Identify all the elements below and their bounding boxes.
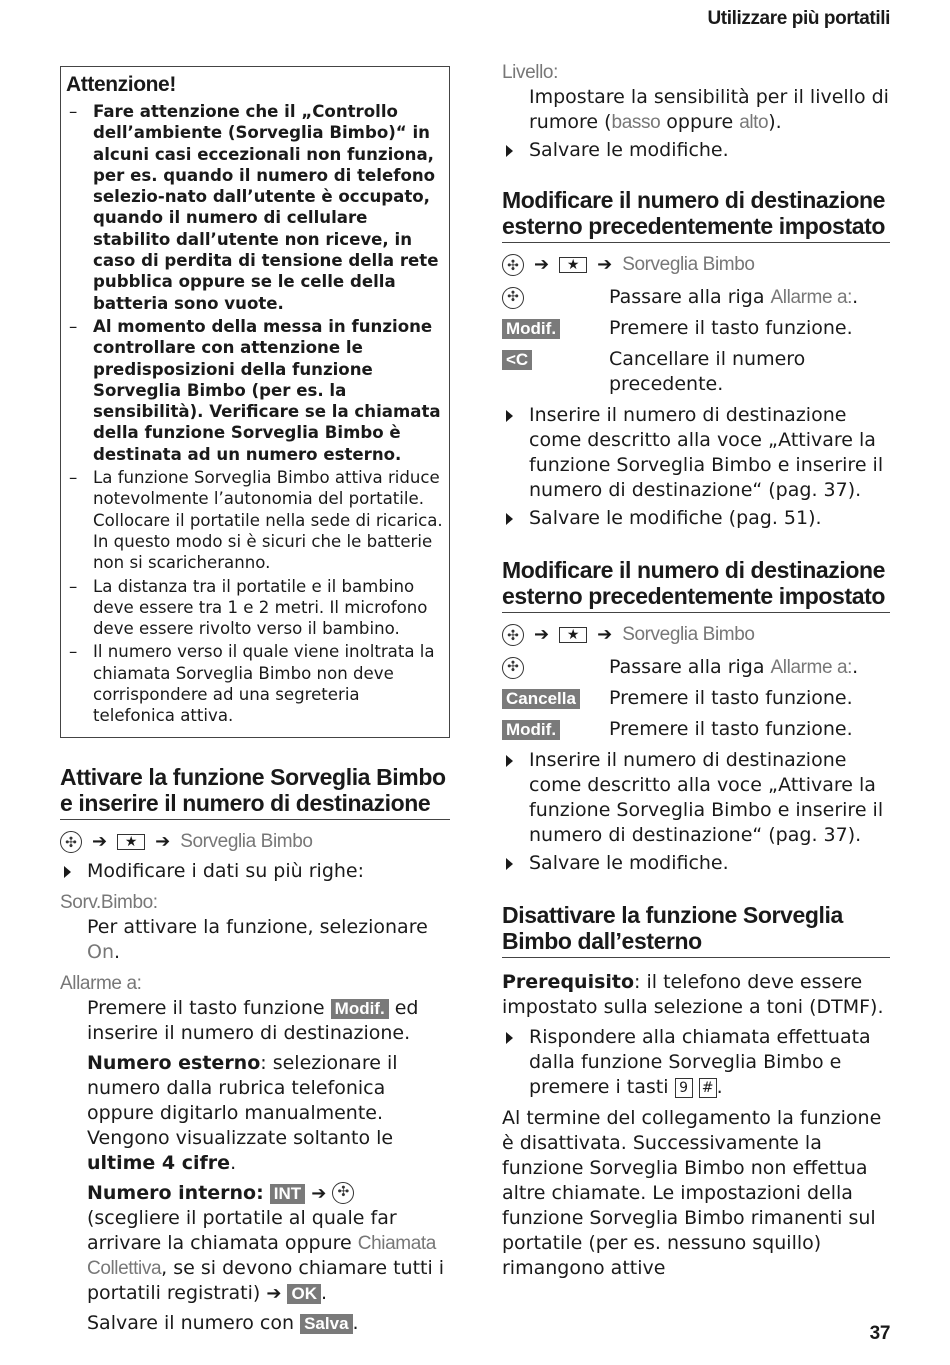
term-allarme: Allarme a: xyxy=(770,657,853,678)
text: : il telefono deve essere impostato sulla selezione a toni (DTMF). xyxy=(502,971,884,1018)
star-key-icon: ★ xyxy=(559,257,587,273)
arrow-icon: ➔ xyxy=(92,830,108,852)
arrow-icon: ➔ xyxy=(155,830,171,852)
paragraph: Al termine del collegamento la funzione è disattivata. Successivamente la funzione Sorveglia Bimbo non effettua altre chiamate. Le impostazioni della funzione Sorveglia Bimbo rimanenti sul portatile (per es. nessuno squillo) rimangono attive xyxy=(502,1107,882,1279)
step-text: Premere il tasto funzione. xyxy=(609,718,853,740)
nav-key-icon xyxy=(502,624,524,646)
internal-number-desc: Numero interno: INT ➔ ✣ (scegliere il portatile al quale far arrivare la chiamata oppure Chiamata Collettiva, se si devono chiamare tutti i portatili registrati) ➔ OK . xyxy=(60,1181,450,1306)
nav-key-icon xyxy=(502,254,524,276)
modify-section-2 xyxy=(502,557,890,876)
text: Impostare la sensibilità per il livello di rumore ( xyxy=(529,86,889,133)
prerequisite xyxy=(502,970,890,1020)
attention-item: – Fare attenzione che il „Controllo dell’ambiente (Sorveglia Bimbo)“ in alcuni casi eccezionali non funziona, per es. quando il numero di telefono selezio-nato dall’utente è occupato, quando il numero di cellulare stabilito dall’utente non riceve, in caso di perdita di tensione della rete pubblica oppure se le celle della batteria sono vuote. xyxy=(66,101,443,314)
text: Salvare il numero con xyxy=(87,1311,301,1334)
option-on: On xyxy=(87,940,114,963)
option-alto: alto xyxy=(739,112,769,133)
attention-box xyxy=(60,66,450,738)
softkey-modif: Modif. xyxy=(502,319,560,339)
text: oppure xyxy=(660,111,740,133)
attention-title: Attenzione! xyxy=(66,73,176,96)
option-basso: basso xyxy=(611,112,661,133)
text: Premere il tasto funzione xyxy=(87,996,331,1019)
bold-text: ultime 4 cifre xyxy=(87,1151,231,1174)
menu-item-label: Sorveglia Bimbo xyxy=(622,254,755,275)
softkey-modif: Modif. xyxy=(331,999,389,1019)
instruction-bullet: Inserire il numero di destinazione come descritto alla voce „Attivare la funzione Sorveglia Bimbo e inserire il numero di destinazione“ (pag. 37). xyxy=(502,748,890,848)
text: : selezionare il numero dalla rubrica telefonica oppure digitarlo manualmente. Vengono visualizzate soltanto le xyxy=(87,1051,398,1149)
bold-label: Prerequisito xyxy=(502,971,635,993)
nav-key-icon xyxy=(502,287,524,309)
left-column xyxy=(60,60,450,1336)
menu-path xyxy=(502,251,890,279)
section-heading: Disattivare la funzione Sorveglia Bimbo dall’esterno xyxy=(502,902,890,958)
running-header: Utilizzare più portatili xyxy=(707,8,890,29)
text: ed inserire il numero di destinazione. xyxy=(87,996,419,1044)
softkey-modif: Modif. xyxy=(502,720,560,740)
term-sorv: Sorv.Bimbo: xyxy=(60,891,158,913)
menu-item-label: Sorveglia Bimbo xyxy=(180,830,313,852)
save-desc xyxy=(60,1311,450,1336)
text: . xyxy=(716,1076,723,1098)
text: . xyxy=(230,1151,237,1174)
page-number: 37 xyxy=(869,1323,890,1344)
modify-section-1 xyxy=(502,187,890,531)
term-description xyxy=(60,996,450,1046)
section-heading: Attivare la funzione Sorveglia Bimbo e inserire il numero di destinazione xyxy=(60,764,450,820)
nav-key-icon xyxy=(60,831,82,853)
term-label: Livello xyxy=(502,62,554,83)
step-row xyxy=(502,717,890,742)
text: Passare alla riga xyxy=(609,286,771,308)
bold-label: Numero interno: xyxy=(87,1181,264,1204)
text: Rispondere alla chiamata effettuata dalla funzione Sorveglia Bimbo e premere i tasti xyxy=(529,1026,871,1098)
text: (scegliere il portatile al quale far arrivare la chiamata oppure xyxy=(87,1206,397,1254)
bold-label: Numero esterno xyxy=(87,1051,261,1074)
text: Passare alla riga xyxy=(609,656,771,678)
key-9-icon: 9 xyxy=(675,1078,693,1098)
menu-path xyxy=(502,621,890,649)
arrow-icon: ➔ xyxy=(311,1182,327,1204)
text: ). xyxy=(768,111,782,133)
term-livello: Livello: xyxy=(502,62,558,83)
text: . xyxy=(352,1311,359,1334)
instruction-bullet: Inserire il numero di destinazione come descritto alla voce „Attivare la funzione Sorveglia Bimbo e inserire il numero di destinazione“ (pag. 37). xyxy=(502,403,890,503)
deactivate-section xyxy=(502,902,890,1281)
external-number-desc xyxy=(60,1051,450,1176)
instruction-bullet: Modificare i dati su più righe: xyxy=(60,859,450,884)
step-row xyxy=(502,285,890,310)
activate-section xyxy=(60,764,450,1336)
text: . xyxy=(852,286,859,308)
softkey-cancella: Cancella xyxy=(502,689,580,709)
softkey-int: INT xyxy=(270,1184,305,1204)
menu-item-label: Sorveglia Bimbo xyxy=(622,624,755,645)
instruction-bullet: Salvare le modifiche (pag. 51). xyxy=(502,506,890,531)
step-text: Premere il tasto funzione. xyxy=(609,687,853,709)
instruction-bullet: Salvare le modifiche. xyxy=(502,138,890,163)
instruction-bullet: Salvare le modifiche. xyxy=(502,851,890,876)
term-description xyxy=(60,915,450,965)
section-heading: Modificare il numero di destinazione esterno precedentemente impostato xyxy=(502,557,890,613)
instruction-bullet xyxy=(502,1025,890,1100)
text: . xyxy=(114,940,121,963)
step-row xyxy=(502,686,890,711)
section-heading: Modificare il numero di destinazione esterno precedentemente impostato xyxy=(502,187,890,243)
arrow-icon: ➔ xyxy=(266,1282,282,1304)
key-hash-icon: # xyxy=(699,1078,717,1098)
attention-item: – Al momento della messa in funzione controllare con attenzione le predisposizioni della funzione Sorveglia Bimbo (per es. la sensibilità). Verificare se la chiamata della funzione Sorveglia Bimbo è destinata ad un numero esterno. xyxy=(66,316,443,465)
clear-key-icon: <C xyxy=(502,350,532,370)
arrow-icon: ➔ xyxy=(534,624,550,645)
text: , se si devono chiamare tutti i portatili registrati) xyxy=(87,1256,445,1304)
attention-item: – La distanza tra il portatile e il bambino deve essere tra 1 e 2 metri. Il microfono deve essere rivolto verso il bambino. xyxy=(66,576,443,640)
menu-path xyxy=(60,828,450,856)
step-row xyxy=(502,316,890,341)
term-allarme: Allarme a: xyxy=(60,972,142,994)
term-description xyxy=(502,85,890,135)
attention-item: – Il numero verso il quale viene inoltrata la chiamata Sorveglia Bimbo non deve corrispondere ad una segreteria telefonica attiva. xyxy=(66,641,443,726)
text: . xyxy=(852,656,859,678)
step-text: Premere il tasto funzione. xyxy=(609,317,853,339)
arrow-icon: ➔ xyxy=(597,254,613,275)
softkey-salva: Salva xyxy=(300,1314,352,1334)
nav-key-icon xyxy=(502,657,524,679)
arrow-icon: ➔ xyxy=(534,254,550,275)
attention-item: – La funzione Sorveglia Bimbo attiva riduce notevolmente l’autonomia del portatile. Collocare il portatile nella sede di ricarica. In questo modo si è sicuri che le batterie non si scaricheranno. xyxy=(66,467,443,573)
option-collective: Chiamata Collettiva xyxy=(87,1232,436,1279)
term-label: Sorv.Bimbo xyxy=(60,891,153,913)
nav-key-icon xyxy=(332,1182,354,1204)
term-label: Allarme a xyxy=(60,972,137,994)
step-row xyxy=(502,655,890,680)
right-column xyxy=(502,60,890,1281)
star-key-icon: ★ xyxy=(117,834,145,850)
text: Per attivare la funzione, selezionare xyxy=(87,915,428,938)
attention-list xyxy=(66,101,443,727)
star-key-icon: ★ xyxy=(559,627,587,643)
arrow-icon: ➔ xyxy=(597,624,613,645)
step-row xyxy=(502,347,890,397)
term-allarme: Allarme a: xyxy=(770,287,853,308)
softkey-ok: OK xyxy=(287,1284,321,1304)
step-text: Cancellare il numero precedente. xyxy=(609,348,806,395)
